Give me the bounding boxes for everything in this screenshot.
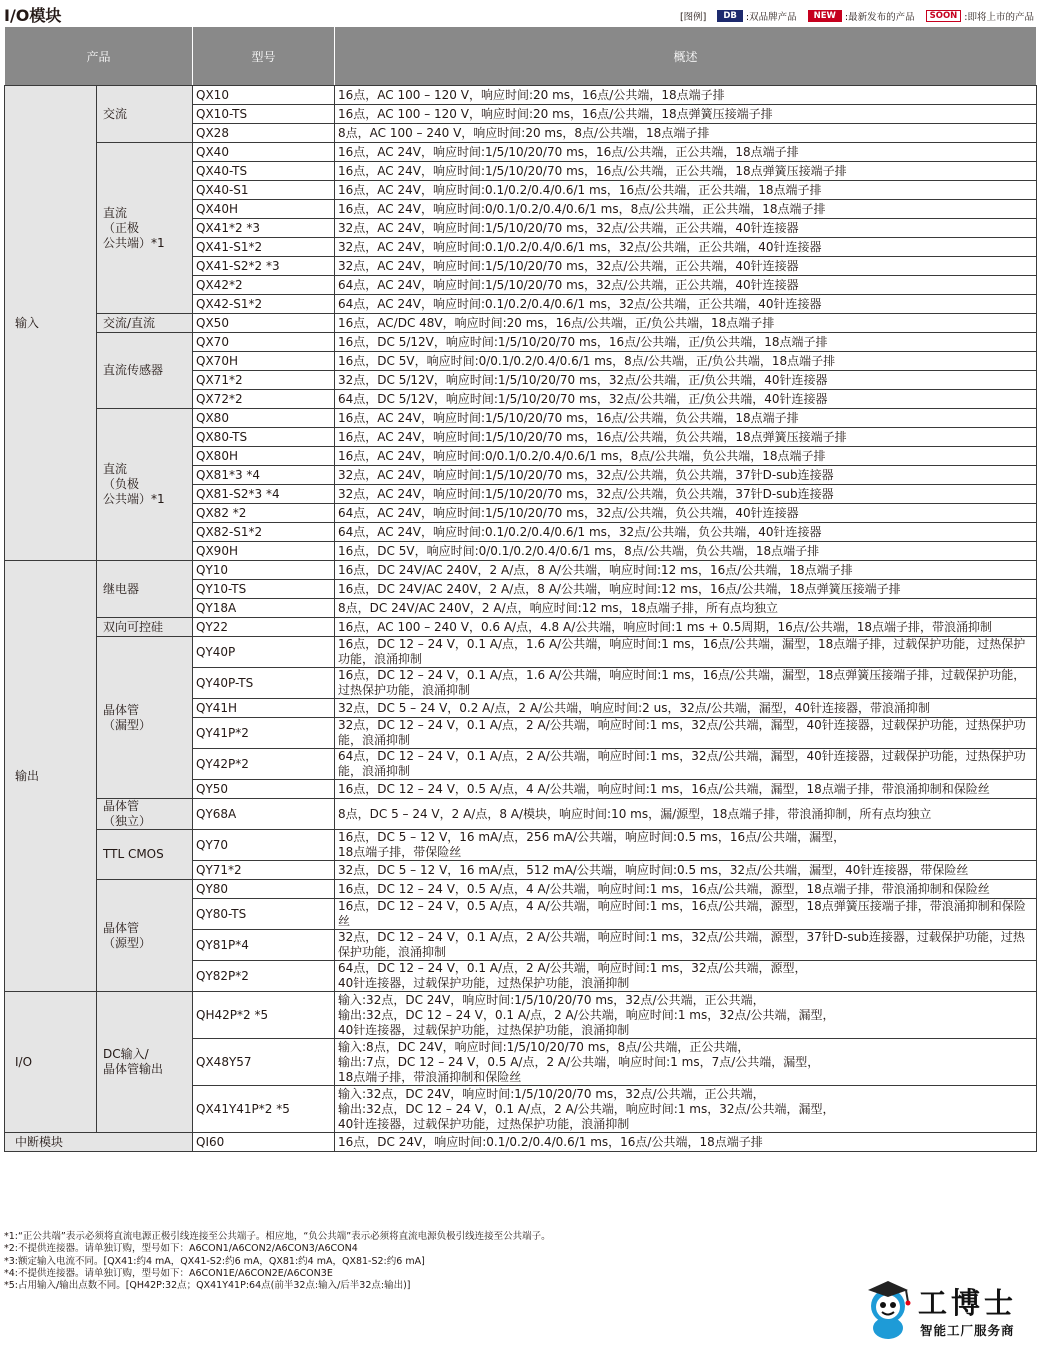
description-cell: 32点，AC 24V，响应时间:1/5/10/20/70 ms，32点/公共端，负公共端，37针D-sub连接器 [335,485,1037,504]
description-cell: 64点，DC 12 – 24 V，0.1 A/点，2 A/公共端，响应时间:1 ms，32点/公共端，源型， 40针连接器，过载保护功能，过热保护功能，浪涌抑制 [335,961,1037,992]
model-cell: QX40H [193,200,335,219]
new-badge: NEW [808,10,842,22]
table-row [5,637,1037,668]
footnote: *1:“正公共端”表示必须将直流电源正极引线连接至公共端子。相应地，“负公共端”表示必须将直流电源负极引线连接至公共端子。 [4,1231,551,1242]
subgroup-cell: 双向可控硅 [97,618,193,637]
model-cell: QX80H [193,447,335,466]
table-row [5,143,1037,162]
description-cell: 16点，AC 100 – 120 V，响应时间:20 ms，16点/公共端，18点弹簧压接端子排 [335,105,1037,124]
footnotes [4,1231,551,1292]
description-cell: 16点，DC 12 – 24 V，0.5 A/点，4 A/公共端，响应时间:1 ms，16点/公共端，源型，18点端子排，带浪涌抑制和保险丝 [335,880,1037,899]
brand-tagline: 智能工厂服务商 [920,1323,1015,1338]
description-cell: 32点，AC 24V，响应时间:1/5/10/20/70 ms，32点/公共端，负公共端，37针D-sub连接器 [335,466,1037,485]
model-cell: QY82P*2 [193,961,335,992]
table-row [5,618,1037,637]
model-cell: QY40P-TS [193,668,335,699]
description-cell: 16点，AC 24V，响应时间:0/0.1/0.2/0.4/0.6/1 ms，8点/公共端，负公共端，18点端子排 [335,447,1037,466]
model-cell: QX71*2 [193,371,335,390]
description-cell: 16点，AC 24V，响应时间:0.1/0.2/0.4/0.6/1 ms，16点/公共端，正公共端，18点端子排 [335,181,1037,200]
description-cell: 16点，AC 24V，响应时间:1/5/10/20/70 ms，16点/公共端，负公共端，18点端子排 [335,409,1037,428]
subgroup-cell: DC输入/ 晶体管输出 [97,992,193,1133]
table-row [5,799,1037,830]
model-cell: QX41Y41P*2 *5 [193,1086,335,1133]
description-cell: 16点，AC 24V，响应时间:1/5/10/20/70 ms，16点/公共端，正公共端，18点弹簧压接端子排 [335,162,1037,181]
header-overview: 概述 [335,27,1037,86]
subgroup-cell: 直流 （正极 公共端）*1 [97,143,193,314]
mascot-icon [862,1278,920,1340]
model-cell: QX41-S1*2 [193,238,335,257]
model-cell: QY40P [193,637,335,668]
table-row [5,830,1037,861]
description-cell: 16点，DC 12 – 24 V，0.1 A/点，1.6 A/公共端，响应时间:1 ms，16点/公共端，漏型，18点弹簧压接端子排，过载保护功能，过热保护功能，浪涌抑制 [335,668,1037,699]
description-cell: 输入:8点，DC 24V，响应时间:1/5/10/20/70 ms，8点/公共端，正公共端， 输出:7点，DC 12 – 24 V，0.5 A/点，2 A/公共端，响应时间:1 ms，7点/公共端，漏型， 18点端子排，带浪涌抑制和保险丝 [335,1039,1037,1086]
header-product: 产品 [5,27,193,86]
legend [680,9,1034,23]
model-cell: QX50 [193,314,335,333]
description-cell: 16点，AC 24V，响应时间:0/0.1/0.2/0.4/0.6/1 ms，8点/公共端，正公共端，18点端子排 [335,200,1037,219]
description-cell: 64点，DC 12 – 24 V，0.1 A/点，2 A/公共端，响应时间:1 ms，32点/公共端，漏型，40针连接器，过载保护功能，过热保护功能，浪涌抑制 [335,749,1037,780]
description-cell: 16点，DC 24V/AC 240V，2 A/点，8 A/公共端，响应时间:12 ms，16点/公共端，18点弹簧压接端子排 [335,580,1037,599]
description-cell: 输入:32点，DC 24V，响应时间:1/5/10/20/70 ms，32点/公共端，正公共端， 输出:32点，DC 12 – 24 V，0.1 A/点，2 A/公共端，响应时间:1 ms，32点/公共端，漏型， 40针连接器，过载保护功能，过热保护功能，浪涌抑制 [335,1086,1037,1133]
description-cell: 输入:32点，DC 24V，响应时间:1/5/10/20/70 ms，32点/公共端，正公共端， 输出:32点，DC 12 – 24 V，0.1 A/点，2 A/公共端，响应时间:1 ms，32点/公共端，漏型， 40针连接器，过载保护功能，过热保护功能，浪涌抑制 [335,992,1037,1039]
legend-label: [图例] [679,12,707,23]
header-model: 型号 [193,27,335,86]
model-cell: QX90H [193,542,335,561]
description-cell: 16点，DC 12 – 24 V，0.1 A/点，1.6 A/公共端，响应时间:1 ms，16点/公共端，漏型，18点端子排，过载保护功能，过热保护功能，浪涌抑制 [335,637,1037,668]
description-cell: 32点，AC 24V，响应时间:1/5/10/20/70 ms，32点/公共端，正公共端，40针连接器 [335,219,1037,238]
model-cell: QH42P*2 *5 [193,992,335,1039]
subgroup-cell: 继电器 [97,561,193,618]
model-cell: QX72*2 [193,390,335,409]
description-cell: 32点，DC 12 – 24 V，0.1 A/点，2 A/公共端，响应时间:1 ms，32点/公共端，源型，37针D-sub连接器，过载保护功能，过热保护功能，浪涌抑制 [335,930,1037,961]
model-cell: QY10-TS [193,580,335,599]
description-cell: 16点，DC 24V，响应时间:0.1/0.2/0.4/0.6/1 ms，16点/公共端，18点端子排 [335,1133,1037,1152]
table-row [5,1133,1037,1152]
description-cell: 8点，AC 100 – 240 V，响应时间:20 ms，8点/公共端，18点端子排 [335,124,1037,143]
model-cell: QX81-S2*3 *4 [193,485,335,504]
description-cell: 8点，DC 24V/AC 240V，2 A/点，响应时间:12 ms，18点端子排，所有点均独立 [335,599,1037,618]
description-cell: 32点，AC 24V，响应时间:1/5/10/20/70 ms，32点/公共端，正公共端，40针连接器 [335,257,1037,276]
description-cell: 64点，DC 5/12V，响应时间:1/5/10/20/70 ms，32点/公共端，正/负公共端，40针连接器 [335,390,1037,409]
subgroup-cell: 晶体管 （独立） [97,799,193,830]
description-cell: 8点，DC 5 – 24 V，2 A/点，8 A/模块，响应时间:10 ms，漏/源型，18点端子排，带浪涌抑制，所有点均独立 [335,799,1037,830]
model-cell: QX81*3 *4 [193,466,335,485]
description-cell: 64点，AC 24V，响应时间:0.1/0.2/0.4/0.6/1 ms，32点/公共端，正公共端，40针连接器 [335,295,1037,314]
soon-badge: SOON [926,10,962,22]
footnote: *2:不提供连接器。请单独订购，型号如下：A6CON1/A6CON2/A6CON3/A6CON4 [4,1243,358,1255]
description-cell: 16点，DC 12 – 24 V，0.5 A/点，4 A/公共端，响应时间:1 ms，16点/公共端，漏型，18点端子排，带浪涌抑制和保险丝 [335,780,1037,799]
model-cell: QY80-TS [193,899,335,930]
db-text: :双品牌产品 [745,12,797,23]
table-row [5,561,1037,580]
model-cell: QX80-TS [193,428,335,447]
subgroup-cell: 直流 （负极 公共端）*1 [97,409,193,561]
soon-text: :即将上市的产品 [964,12,1034,23]
footnote: *5:占用输入/输出点数不同。[QH42P:32点；QX41Y41P:64点(前半32点:输入/后半32点:输出)] [4,1280,411,1292]
description-cell: 32点，DC 5 – 24 V，0.2 A/点，2 A/公共端，响应时间:2 us，32点/公共端，漏型，40针连接器，带浪涌抑制 [335,699,1037,718]
model-cell: QY80 [193,880,335,899]
description-cell: 16点，DC 5V，响应时间:0/0.1/0.2/0.4/0.6/1 ms，8点/公共端，负公共端，18点端子排 [335,542,1037,561]
description-cell: 16点，AC 24V，响应时间:1/5/10/20/70 ms，16点/公共端，负公共端，18点弹簧压接端子排 [335,428,1037,447]
model-cell: QY41P*2 [193,718,335,749]
description-cell: 16点，AC 100 – 120 V，响应时间:20 ms，16点/公共端，18点端子排 [335,86,1037,105]
model-cell: QX48Y57 [193,1039,335,1086]
table-body [5,86,1037,1152]
description-cell: 16点，DC 24V/AC 240V，2 A/点，8 A/公共端，响应时间:12 ms，16点/公共端，18点端子排 [335,561,1037,580]
subgroup-cell: 晶体管 （漏型） [97,637,193,799]
model-cell: QY42P*2 [193,749,335,780]
model-cell: QX28 [193,124,335,143]
model-cell: QX40 [193,143,335,162]
table-row [5,992,1037,1039]
model-cell: QX42-S1*2 [193,295,335,314]
model-cell: QX40-S1 [193,181,335,200]
model-cell: QY70 [193,830,335,861]
description-cell: 32点，DC 5 – 12 V，16 mA/点，512 mA/公共端，响应时间:0.5 ms，32点/公共端，漏型，40针连接器，带保险丝 [335,861,1037,880]
model-cell: QX10-TS [193,105,335,124]
subgroup-cell: TTL CMOS [97,830,193,880]
model-cell: QY41H [193,699,335,718]
new-text: :最新发布的产品 [844,12,915,23]
page-title: I/O模块 [4,6,62,25]
model-cell: QX82-S1*2 [193,523,335,542]
description-cell: 32点，DC 12 – 24 V，0.1 A/点，2 A/公共端，响应时间:1 ms，32点/公共端，漏型，40针连接器，过载保护功能，过热保护功能，浪涌抑制 [335,718,1037,749]
group-cell: 输入 [5,86,97,561]
table-row [5,880,1037,899]
model-cell: QY22 [193,618,335,637]
model-cell: QY50 [193,780,335,799]
description-cell: 16点，AC 100 – 240 V，0.6 A/点，4.8 A/公共端，响应时间:1 ms + 0.5周期，16点/公共端，18点端子排，带浪涌抑制 [335,618,1037,637]
db-badge: DB [717,10,743,22]
model-cell: QX70 [193,333,335,352]
table-header-row [5,27,1037,86]
brand-name: 工博士 [918,1286,1018,1320]
description-cell: 64点，AC 24V，响应时间:1/5/10/20/70 ms，32点/公共端，负公共端，40针连接器 [335,504,1037,523]
subgroup-cell: 晶体管 （源型） [97,880,193,992]
table-row [5,409,1037,428]
table-row [5,333,1037,352]
model-cell: QX82 *2 [193,504,335,523]
subgroup-cell: 交流/直流 [97,314,193,333]
subgroup-cell: 直流传感器 [97,333,193,409]
group-cell: 中断模块 [5,1133,193,1152]
io-module-table [4,26,1037,1152]
model-cell: QX41*2 *3 [193,219,335,238]
model-cell: QY81P*4 [193,930,335,961]
description-cell: 64点，AC 24V，响应时间:1/5/10/20/70 ms，32点/公共端，正公共端，40针连接器 [335,276,1037,295]
model-cell: QX10 [193,86,335,105]
model-cell: QY10 [193,561,335,580]
description-cell: 16点，AC/DC 48V，响应时间:20 ms，16点/公共端，正/负公共端，18点端子排 [335,314,1037,333]
model-cell: QY68A [193,799,335,830]
footnote: *3:额定输入电流不同。[QX41:约4 mA，QX41-S2:约6 mA，QX81:约4 mA，QX81-S2:约6 mA] [4,1255,425,1267]
description-cell: 16点，AC 24V，响应时间:1/5/10/20/70 ms，16点/公共端，正公共端，18点端子排 [335,143,1037,162]
brand-logo [862,1278,1032,1340]
model-cell: QI60 [193,1133,335,1152]
group-cell: I/O [5,992,97,1133]
model-cell: QX70H [193,352,335,371]
description-cell: 32点，DC 5/12V，响应时间:1/5/10/20/70 ms，32点/公共端，正/负公共端，40针连接器 [335,371,1037,390]
footnote: *4:不提供连接器。请单独订购，型号如下：A6CON1E/A6CON2E/A6CON3E [4,1267,333,1279]
model-cell: QX40-TS [193,162,335,181]
description-cell: 16点，DC 5 – 12 V，16 mA/点，256 mA/公共端，响应时间:0.5 ms，16点/公共端，漏型， 18点端子排，带保险丝 [335,830,1037,861]
group-cell: 输出 [5,561,97,992]
description-cell: 16点，DC 5/12V，响应时间:1/5/10/20/70 ms，16点/公共端，正/负公共端，18点端子排 [335,333,1037,352]
description-cell: 16点，DC 5V，响应时间:0/0.1/0.2/0.4/0.6/1 ms，8点/公共端，正/负公共端，18点端子排 [335,352,1037,371]
model-cell: QX41-S2*2 *3 [193,257,335,276]
model-cell: QY18A [193,599,335,618]
model-cell: QY71*2 [193,861,335,880]
table-row [5,314,1037,333]
description-cell: 64点，AC 24V，响应时间:0.1/0.2/0.4/0.6/1 ms，32点/公共端，负公共端，40针连接器 [335,523,1037,542]
description-cell: 32点，AC 24V，响应时间:0.1/0.2/0.4/0.6/1 ms，32点/公共端，正公共端，40针连接器 [335,238,1037,257]
description-cell: 16点，DC 12 – 24 V，0.5 A/点，4 A/公共端，响应时间:1 ms，16点/公共端，源型，18点弹簧压接端子排，带浪涌抑制和保险丝 [335,899,1037,930]
table-row [5,86,1037,105]
model-cell: QX42*2 [193,276,335,295]
subgroup-cell: 交流 [97,86,193,143]
model-cell: QX80 [193,409,335,428]
